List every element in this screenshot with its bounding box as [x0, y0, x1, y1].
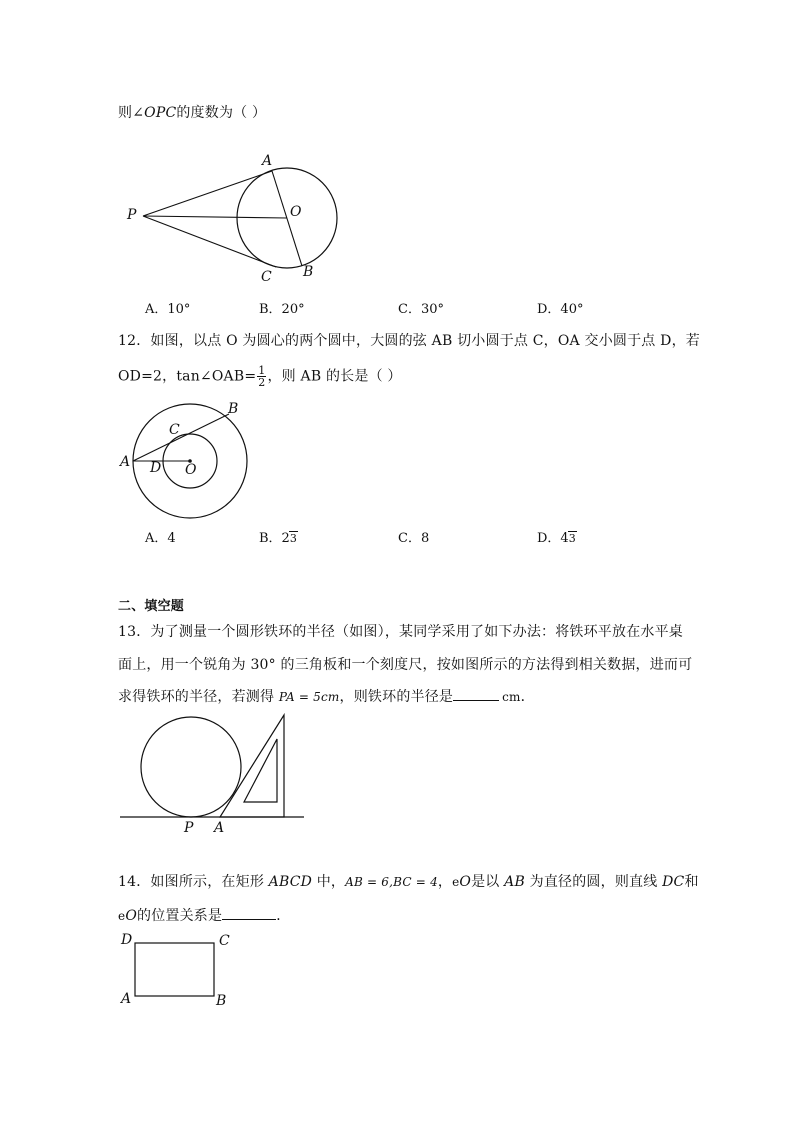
section-title: 二、填空题: [118, 599, 185, 614]
q12-label-D: D: [150, 460, 162, 476]
q12-label-B: B: [228, 401, 239, 417]
q13-question-line2: 面上，用一个锐角为 30° 的三角板和一个刻度尺，按如图所示的方法得到相关数据，进而可: [118, 657, 693, 673]
q14-label-C: C: [219, 933, 230, 949]
q13-question-line3: 求得铁环的半径，若测得 PA = 5cm，则铁环的半径是 cm．: [118, 686, 535, 707]
q11-option-b: B．20°: [259, 302, 305, 317]
q11-label-O: O: [290, 204, 302, 220]
q13-question-line1: 13．为了测量一个圆形铁环的半径（如图），某同学采用了如下办法：将铁环平放在水平桌: [118, 624, 684, 640]
q12-label-A: A: [120, 454, 131, 470]
q11-question-text: 则∠OPC的度数为（ ）: [118, 105, 267, 121]
q12-option-d: D．43: [537, 531, 576, 546]
q11-option-d: D．40°: [537, 302, 584, 317]
q11-option-a: A．10°: [145, 302, 191, 317]
q12-label-C: C: [169, 422, 180, 438]
q13-label-P: P: [184, 820, 194, 836]
q12-question-line2: OD=2，tan∠OAB= $\frac{1}{2}$ ，则 AB 的长是（ ）: [118, 364, 402, 389]
q13-label-A: A: [214, 820, 225, 836]
q11-label-B: B: [303, 264, 314, 280]
q14-question-line2: eO的位置关系是 ．: [118, 905, 290, 926]
q12-option-a: A．4: [145, 531, 176, 546]
q14-label-D: D: [121, 932, 133, 948]
q12-option-b: B．23: [259, 531, 297, 546]
q11-label-P: P: [127, 207, 137, 223]
q12-option-c: C．8: [398, 531, 430, 546]
q12-fraction: $\frac{1}{2}$: [258, 364, 266, 389]
q11-option-c: C．30°: [398, 302, 444, 317]
q11-label-A: A: [262, 153, 273, 169]
q12-option-b-sqrt: 3: [289, 532, 297, 545]
q12-option-d-sqrt: 3: [568, 532, 576, 545]
q14-label-B: B: [216, 993, 227, 1009]
q14-question-line1: 14．如图所示，在矩形 ABCD 中，AB = 6,BC = 4，eO是以 AB 为直径的圆，则直线 DC和: [118, 874, 699, 890]
q11-label-C: C: [261, 269, 272, 285]
q14-label-A: A: [121, 991, 132, 1007]
q14-rectangle: [135, 943, 214, 996]
q12-label-O: O: [185, 462, 197, 478]
q12-question-line1: 12．如图，以点 O 为圆心的两个圆中，大圆的弦 AB 切小圆于点 C，OA 交小圆于点 D，若: [118, 333, 700, 349]
